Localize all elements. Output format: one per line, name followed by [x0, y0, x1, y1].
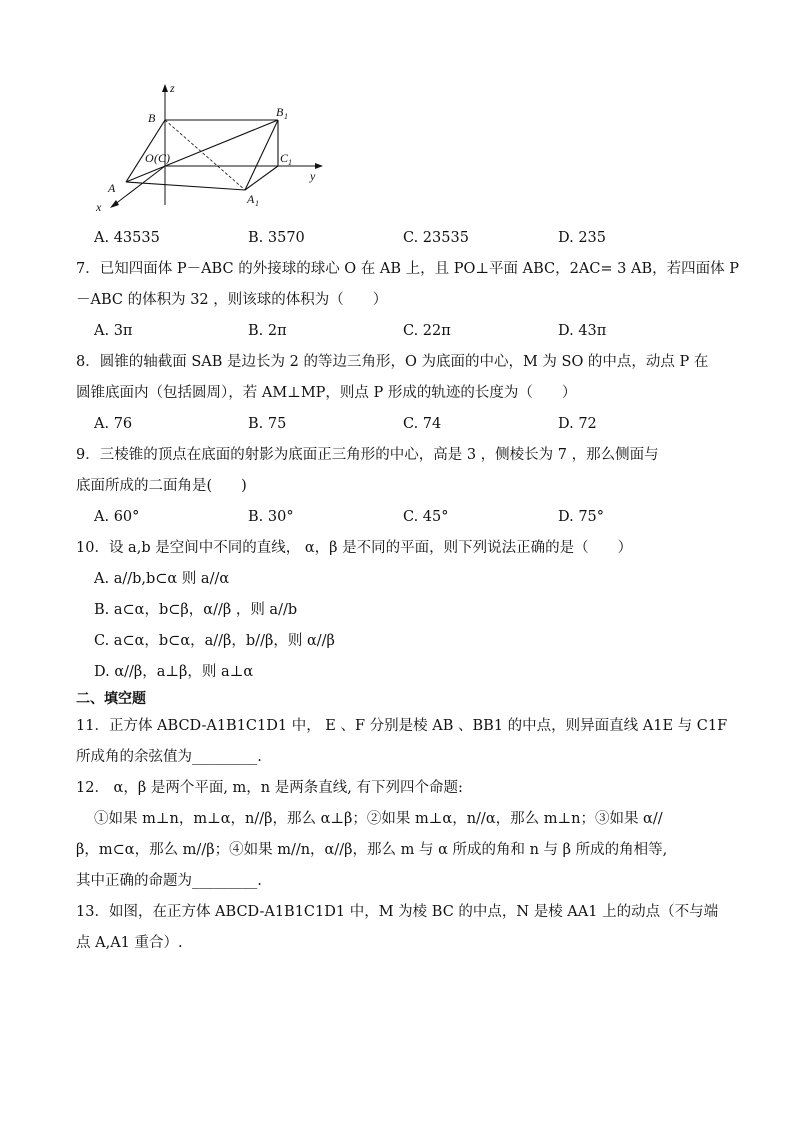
q10-choice-d[interactable]: D. α//β，a⊥β，则 a⊥α [94, 664, 254, 680]
q6-option-d[interactable]: D. 235 [558, 230, 607, 246]
q9-line-1: 9．三棱锥的顶点在底面的射影为底面正三角形的中心，高是 3 ，侧棱长为 7 ，那么侧面与 [76, 447, 659, 463]
label-A: A [108, 181, 116, 195]
q9-line-2: 底面所成的二面角是( ) [76, 478, 247, 494]
y-axis-arrow [315, 163, 323, 169]
q10-choice-a[interactable]: A. a//b,b⊂α 则 a//α [94, 571, 230, 587]
q8-option-a[interactable]: A. 76 [94, 416, 133, 432]
q7-options [94, 321, 734, 341]
q13-line-1: 13．如图，在正方体 ABCD-A1B1C1D1 中，M 为棱 BC 的中点，N 是棱 AA1 上的动点（不与端 [76, 904, 719, 920]
q9-option-d[interactable]: D. 75° [558, 509, 605, 525]
q9-option-c[interactable]: C. 45° [403, 509, 449, 525]
diagonal-B-A1 [165, 120, 245, 190]
q12-line-1: 12． α，β 是两个平面, m，n 是两条直线, 有下列四个命题: [76, 780, 463, 796]
label-B1-sub: 1 [284, 112, 288, 121]
q6-option-b[interactable]: B. 3570 [248, 230, 305, 246]
q8-option-d[interactable]: D. 72 [558, 416, 597, 432]
q6-option-a[interactable]: A. 43535 [94, 230, 160, 246]
prism-figure [90, 80, 340, 215]
label-C1: C [280, 151, 289, 165]
section-fill-in-heading: 二、填空题 [76, 691, 146, 707]
q11-line-2: 所成角的余弦值为_________. [76, 749, 262, 765]
q13-line-2: 点 A,A1 重合）. [76, 935, 183, 951]
q8-line-2: 圆锥底面内（包括圆周），若 AM⊥MP，则点 P 形成的轨迹的长度为（ ） [76, 385, 577, 401]
label-B1: B [276, 105, 284, 119]
label-z: z [170, 81, 175, 95]
q7-option-d[interactable]: D. 43π [558, 323, 607, 339]
x-axis [114, 166, 165, 205]
q7-option-a[interactable]: A. 3π [94, 323, 133, 339]
q8-options [94, 414, 734, 434]
label-O: O [145, 151, 154, 165]
q6-option-c[interactable]: C. 23535 [403, 230, 469, 246]
q9-option-a[interactable]: A. 60° [94, 509, 140, 525]
q9-option-b[interactable]: B. 30° [248, 509, 294, 525]
label-y: y [310, 169, 316, 183]
q7-line-1: 7．已知四面体 P－ABC 的外接球的球心 O 在 AB 上，且 PO⊥平面 ABC，2AC= 3 AB，若四面体 P [76, 261, 740, 277]
label-A1-sub: 1 [255, 199, 259, 208]
label-C1-sub: 1 [288, 158, 292, 167]
x-axis-arrow [110, 200, 119, 208]
q12-line-2: ①如果 m⊥n，m⊥α，n//β，那么 α⊥β；②如果 m⊥α，n//α，那么 m⊥n；③如果 α// [94, 811, 663, 827]
q11-line-1: 11．正方体 ABCD-A1B1C1D1 中， E 、F 分别是棱 AB 、BB1 的中点，则异面直线 A1E 与 C1F [76, 718, 728, 734]
q8-option-c[interactable]: C. 74 [403, 416, 442, 432]
q10-stem: 10．设 a,b 是空间中不同的直线， α，β 是不同的平面，则下列说法正确的是（ ） [76, 540, 633, 556]
edge-C1-A1 [245, 166, 278, 190]
z-axis-arrow [162, 84, 168, 92]
edge-B1-A1 [245, 120, 278, 190]
prism-diagram [90, 80, 340, 215]
q7-option-c[interactable]: C. 22π [403, 323, 451, 339]
q10-choice-c[interactable]: C. a⊂α，b⊂α，a//β，b//β，则 α//β [94, 633, 335, 649]
label-B: B [148, 111, 156, 125]
q9-options [94, 507, 734, 527]
q12-line-4: 其中正确的命题为_________. [76, 873, 262, 889]
q7-line-2: －ABC 的体积为 32 ，则该球的体积为（ ） [76, 292, 388, 308]
label-A1: A [247, 192, 255, 206]
label-C: (C) [154, 151, 170, 165]
label-x: x [96, 200, 102, 214]
q10-choice-b[interactable]: B. a⊂α，b⊂β，α//β ，则 a//b [94, 602, 298, 618]
q7-option-b[interactable]: B. 2π [248, 323, 287, 339]
q8-line-1: 8．圆锥的轴截面 SAB 是边长为 2 的等边三角形，O 为底面的中心，M 为 SO 的中点，动点 P 在 [76, 354, 709, 370]
q6-options [94, 228, 734, 248]
q8-option-b[interactable]: B. 75 [248, 416, 287, 432]
q12-line-3: β，m⊂α，那么 m//β；④如果 m//n，α//β，那么 m 与 α 所成的角和 n 与 β 所成的角相等, [76, 842, 668, 858]
edge-A-A1 [126, 182, 245, 190]
